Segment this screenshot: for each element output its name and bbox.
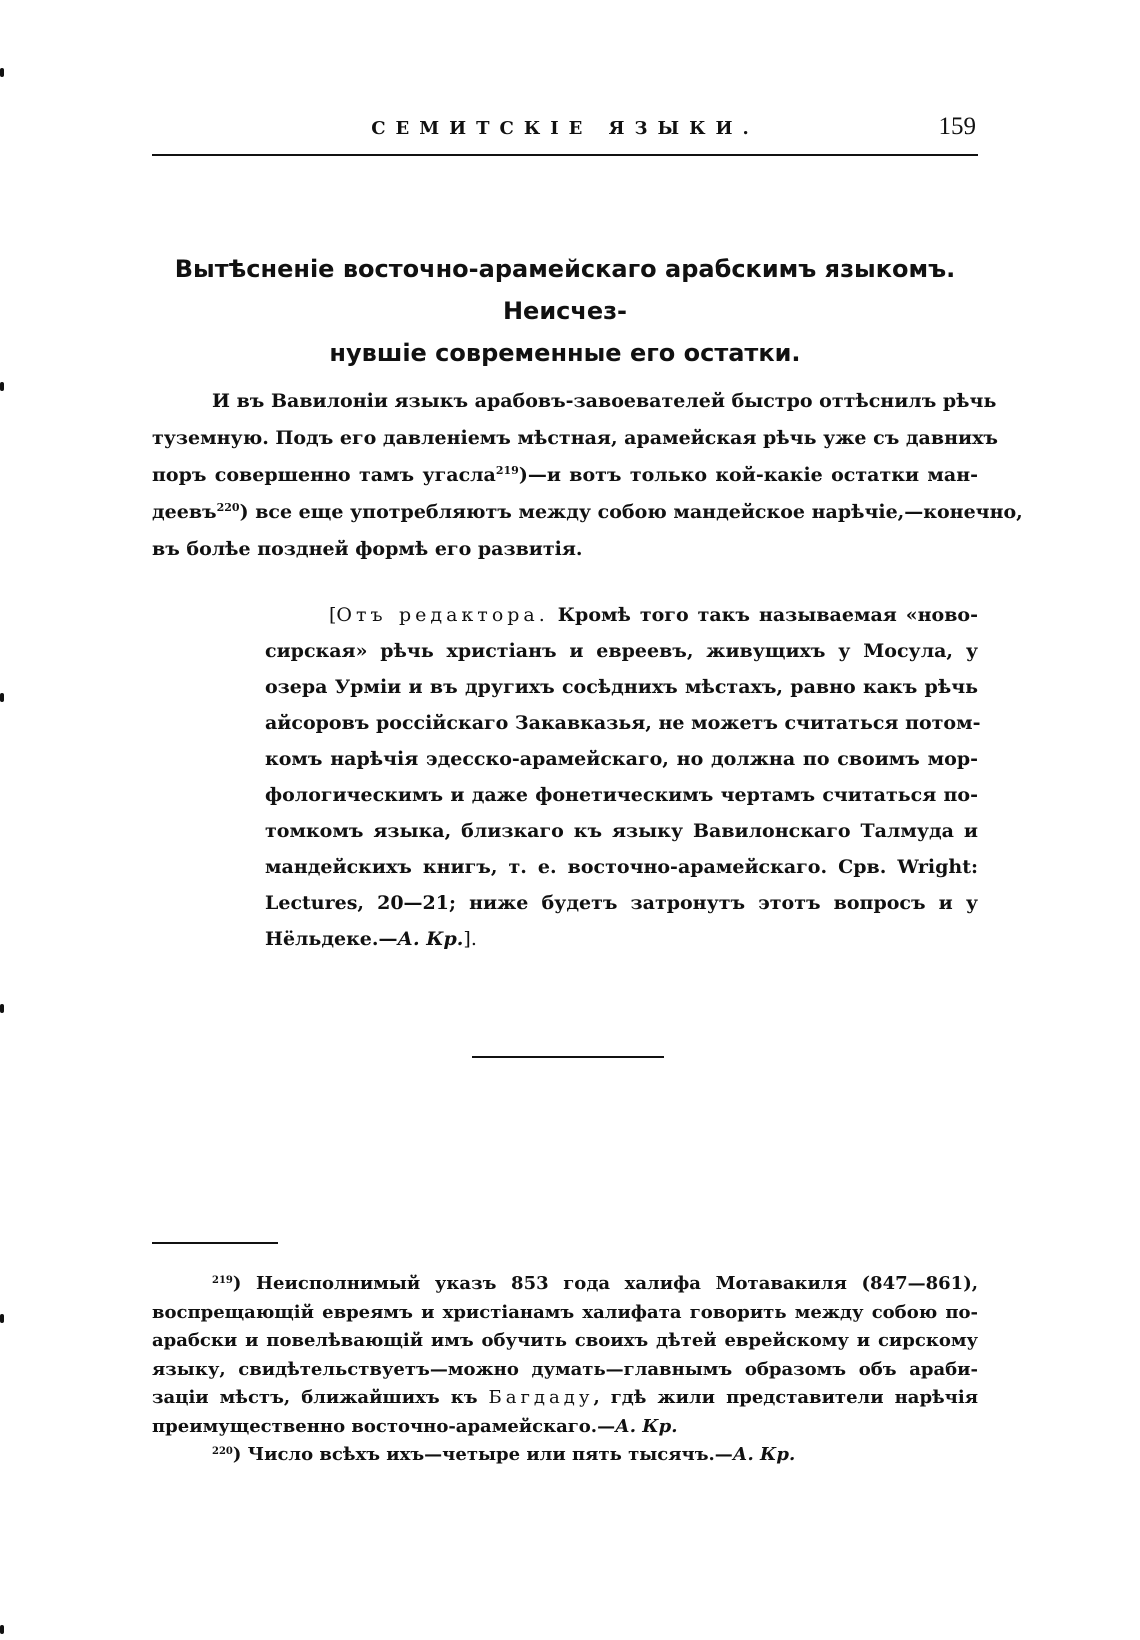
footnote-line: арабски и повелѣвающій имъ обучить своихъ дѣтей еврейскому и сирскому (152, 1330, 978, 1351)
running-title: СЕМИТСКІЕ ЯЗЫКИ. (371, 118, 759, 139)
footnote-ref-220[interactable]: 220 (216, 501, 240, 514)
footnote-marker-220: 220 (212, 1446, 233, 1457)
body-paragraph (152, 383, 1023, 568)
footnote-text: преимущественно восточно-арамейскаго.— (152, 1415, 616, 1437)
heading-line: Вытѣсненіе восточно-арамейскаго арабскимъ языкомъ. Неисчез- (174, 255, 956, 325)
open-bracket: [ (329, 604, 337, 626)
note-line: мандейскихъ книгъ, т. е. восточно-арамейскаго. Срв. Wright: (265, 856, 978, 878)
heading-line: нувшіе современные его остатки. (329, 339, 801, 367)
note-text: Нёльдеке.— (265, 928, 398, 950)
header-rule (152, 154, 978, 156)
note-line: фологическимъ и даже фонетическимъ чертамъ считаться по- (265, 784, 978, 806)
body-text: деевъ (152, 501, 217, 523)
scan-margin-mark (0, 1314, 4, 1323)
footnotes (152, 1270, 978, 1470)
editor-note (265, 597, 981, 957)
footnote-text: , гдѣ жили представители нарѣчія (593, 1387, 978, 1408)
editor-label: Отъ редактора. (336, 604, 549, 626)
editor-signature: А. Кр. (397, 928, 464, 950)
scan-margin-mark (0, 693, 4, 702)
footnote-marker-219: 219 (212, 1275, 233, 1286)
note-line: комъ нарѣчія эдесско-арамейскаго, но должна по своимъ мор- (265, 748, 978, 770)
scan-margin-mark (0, 1004, 4, 1013)
footnote-signature: А. Кр. (615, 1415, 678, 1437)
body-line (152, 494, 1023, 531)
section-end-rule (472, 1056, 664, 1058)
footnote-line: языку, свидѣтельствуетъ—можно думать—главнымъ образомъ объ араби- (152, 1358, 978, 1380)
body-line (152, 457, 978, 494)
footnote-text: ) Неисполнимый указъ 853 года халифа Мотавакиля (847—861), (232, 1273, 978, 1294)
footnote-line: воспрещающій евреямъ и христіанамъ халифата говорить между собою по- (152, 1301, 978, 1323)
note-line: сирская» рѣчь христіанъ и евреевъ, живущихъ у Мосула, у (265, 640, 978, 662)
body-text: поръ совершенно тамъ угасла (152, 464, 496, 486)
scan-margin-mark (0, 68, 4, 77)
footnote-219 (152, 1270, 978, 1299)
footnote-rule (152, 1242, 278, 1244)
body-line: И въ Вавилоніи языкъ арабовъ-завоевателей быстро оттѣснилъ рѣчь (212, 390, 997, 412)
body-line: въ болѣе поздней формѣ его развитія. (152, 538, 583, 560)
close-bracket: ]. (463, 928, 477, 950)
note-line (265, 597, 978, 633)
body-line: туземную. Подъ его давленіемъ мѣстная, арамейская рѣчь уже съ давнихъ (152, 427, 998, 449)
note-line (265, 921, 978, 957)
note-text: Кромѣ того такъ называемая «ново- (548, 604, 978, 626)
footnote-line (152, 1413, 978, 1442)
note-line: озера Урміи и въ другихъ сосѣднихъ мѣстахъ, равно какъ рѣчь (265, 676, 978, 698)
note-line: Lectures, 20—21; ниже будетъ затронутъ этотъ вопросъ и у (265, 892, 978, 914)
footnote-text: заціи мѣстъ, ближайшихъ къ (152, 1387, 489, 1408)
note-line: томкомъ языка, близкаго къ языку Вавилонскаго Талмуда и (265, 820, 978, 842)
running-header (152, 113, 978, 149)
section-heading (152, 248, 978, 374)
note-line: айсоровъ россійскаго Закавказья, не можетъ считаться потом- (265, 712, 981, 734)
body-text: )—и вотъ только кой-какіе остатки ман- (518, 464, 978, 486)
body-text: ) все еще употребляютъ между собою мандейское нарѣчіе,—конечно, (239, 501, 1023, 523)
footnote-signature: А. Кр. (732, 1444, 796, 1465)
place-name: Багдаду (488, 1387, 594, 1408)
footnote-220 (152, 1441, 978, 1470)
page-number: 159 (938, 113, 976, 140)
scan-margin-mark (0, 1625, 4, 1634)
footnote-line (152, 1384, 978, 1413)
footnote-text: ) Число всѣхъ ихъ—четыре или пять тысячъ.— (232, 1444, 733, 1465)
scan-margin-mark (0, 382, 4, 391)
footnote-ref-219[interactable]: 219 (495, 464, 519, 477)
